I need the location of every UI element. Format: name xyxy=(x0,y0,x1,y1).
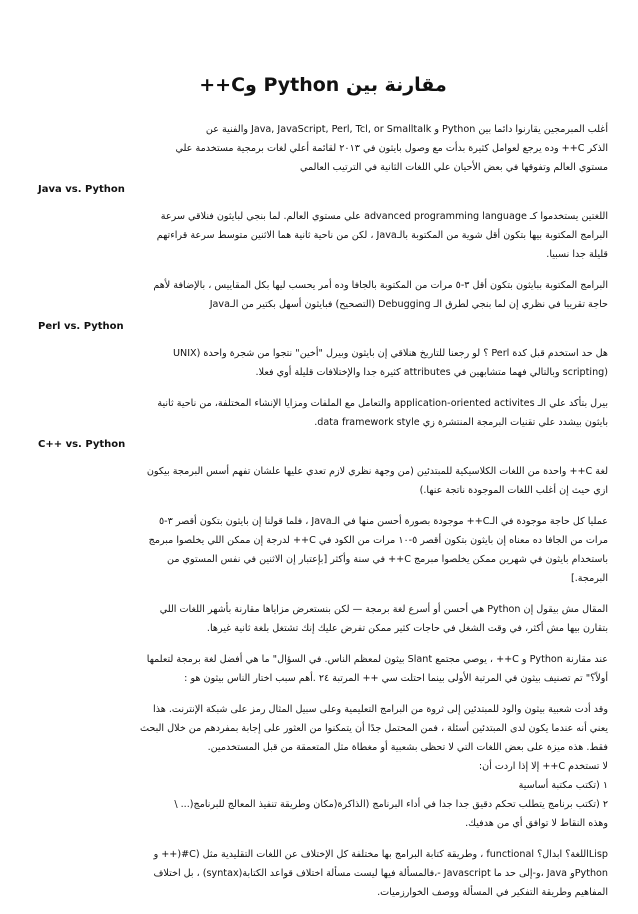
paragraph xyxy=(38,276,608,314)
text-line: المقال مش بيقول إن Python هي أحسن أو أسرع لغة برمجة — لكن بنستعرض مزاياها مقارنة بأشهر اللغات اللي xyxy=(159,604,608,615)
paragraph xyxy=(38,462,608,500)
text-line: (scripting وبالتالي فهما متشابهين في attributes كثيرة جدا والإختلافات قليلة أوي فعلا. xyxy=(255,367,608,378)
text-line: بتقارن بيها مش أكثر، في وقت الشغل في حاجات كثير ممكن تفرض عليك إنك تشتغل بلغة ثانية غيرها. xyxy=(206,623,608,634)
text-line: ازي حيث إن أغلب اللغات الموجودة ناتجة عنها.) xyxy=(419,485,608,496)
document-body xyxy=(38,120,608,914)
text-line: ١ (تكتب مكتبة أساسية xyxy=(518,780,608,791)
paragraph xyxy=(38,394,608,432)
paragraph-gap xyxy=(38,504,608,512)
paragraph-gap xyxy=(38,837,608,845)
paragraph xyxy=(38,207,608,264)
text-line: Pythonو Java ،و-إلى حد ما Javascript -،فالمسألة فيها ليست مسألة اختلاف قواعد الكتابة(syntax) ، بل اختلاف xyxy=(153,868,608,879)
text-line: البرامج المكتوبة بيها بتكون أقل شوية من المكتوبة بالـJava ، لكن من ناحية ثانية هما الاثنين متوسط سرعة قراءتهم xyxy=(156,230,608,241)
paragraph-gap xyxy=(38,592,608,600)
text-line: البرمجة.] xyxy=(570,573,608,584)
text-line: عند مقارنة Python و C++ ، يوصي مجتمع Slant بيثون لمعظم الناس. في السؤال" ما هي أفضل لغة برمجة لتعلمها xyxy=(146,654,608,665)
text-line: وهذه النقاط لا توافق أي من هدفيك. xyxy=(465,818,608,829)
text-line: بايثون بيشدد علي تقنيات البرمجة المنتشرة زي data framework style. xyxy=(314,417,608,428)
paragraph xyxy=(38,700,608,833)
text-line: مستوي العالم وتفوقها في بعض الأحيان علي اللغات الثانية في الترتيب العالمي xyxy=(300,162,608,173)
text-line: مرات من الجافا ده معناه إن بايثون بتكون أقصر ٥-١٠ مرات من الكود في C++ لدرجة إن ممكن اللي يخلصوا مبرمج xyxy=(148,535,608,546)
text-line: اللغتين يستخدموا كـ advanced programming language علي مستوي العالم. لما بنجي لبايثون فنلاقي سرعة xyxy=(160,211,608,222)
text-line: أولاً؟" تم تصنيف بيثون في المرتبة الأولى بينما احتلت سي ++ المرتبة ٢٤ .أهم سبب اختار الناس بيثون هو : xyxy=(184,673,608,684)
document-page xyxy=(38,72,608,914)
paragraph-gap xyxy=(38,386,608,394)
text-line: البرامج المكتوبة ببايثون بتكون أقل ٣-٥ مرات من المكتوبة بالجافا وده أمر يحسب ليها بكل المقاييس ، بالإضافة لأهم xyxy=(153,280,608,291)
paragraph-gap xyxy=(38,642,608,650)
text-line: وقد أدت شعبية بيثون والود للمبتدئين إلى ثروة من البرامج التعليمية وعلى سبيل المثال رمز على شبكة الإنترنت. هذا xyxy=(153,704,608,715)
text-line: أغلب المبرمجين يقارنوا دائما بين Python و Java, JavaScript, Perl, Tcl, or Smalltalk والفنية عن xyxy=(205,124,608,135)
text-line: لغة C++ واحدة من اللغات الكلاسيكية للمبتدئين (من وجهة نظري لازم تعدي عليها علشان تفهم أسس البرمجة بيكون xyxy=(146,466,608,477)
text-line: باستخدام بايثون في شهرين ممكن يخلصوا مبرمج C++ في سنة وأكثر [بإعتبار إن الاثنين في نفس المستوي من xyxy=(167,554,608,565)
text-line: لا تستخدم C++ إلا إذا اردت أن: xyxy=(478,761,608,772)
text-line: فقط. هذه ميزة على بعض اللغات التي لا تحظى بشعبية أو مغطاة مثل المتعمقة من قبل المستخدمين. xyxy=(207,742,608,753)
paragraph xyxy=(38,120,608,177)
paragraph xyxy=(38,845,608,902)
text-line: المفاهيم وطريقة التفكير في المسألة ووصف الخوارزميات. xyxy=(377,887,608,898)
paragraph-gap xyxy=(38,268,608,276)
text-line: عمليا كل حاجة موجودة في الـC++ موجودة بصورة أحسن منها في الـJava ، فلما قولنا إن بايثون بتكون أقصر ٣-٥ xyxy=(159,516,608,527)
paragraph xyxy=(38,650,608,688)
paragraph xyxy=(38,344,608,382)
text-line: ٢ (تكتب برنامج يتطلب تحكم دقيق جدا جدا في أداء البرنامج (الذاكرة(مكان وطريقة تنفيذ المعالج للبرنامج(... \ xyxy=(174,799,608,810)
text-line: الذكر C++ وده يرجع لعوامل كثيرة بدأت مع وصول بايثون في ٢٠١٣ لقائمة أعلي لغات برمجية مستخدمة علي xyxy=(175,143,608,154)
paragraph-gap xyxy=(38,906,608,914)
paragraph-gap xyxy=(38,692,608,700)
paragraph xyxy=(38,512,608,588)
text-line: Lispاللغة؟ ابدال؟ functional ، وطريقة كتابة البرامج بها مختلفة كل الإختلاف عن اللغات التقليدية مثل (C#(++ و xyxy=(153,849,608,860)
text-line: هل حد استخدم قبل كدة Perl ؟ لو رجعنا للتاريخ هنلاقي إن بايثون وبيرل "أخين" نتجوا من شجرة واحدة (UNIX xyxy=(173,348,608,359)
text-line: بيرل بتأكد علي الـ application-oriented activites والتعامل مع الملفات ومزايا الإنشاء المختلفة، من ناحية ثانية xyxy=(157,398,608,409)
text-line: يعني أنه عندما يكون لدى المبتدئين أسئلة ، فمن المحتمل جدًا أن يتمكنوا من العثور على إجابة بمفردهم من خلال البحث xyxy=(139,723,608,734)
text-line: حاجة تقريبا في نظري إن لما بنجي لطرق الـ Debugging (التصحيح) فبايثون أسهل بكتير من الـJava xyxy=(209,299,608,310)
text-line: قليلة جدا نسبيا. xyxy=(546,249,608,260)
page-title: مقارنة بين Python وC++ xyxy=(199,74,447,96)
section-heading: Java vs. Python xyxy=(38,184,125,195)
section-heading: C++ vs. Python xyxy=(38,439,126,450)
section-heading: Perl vs. Python xyxy=(38,321,124,332)
paragraph xyxy=(38,600,608,638)
